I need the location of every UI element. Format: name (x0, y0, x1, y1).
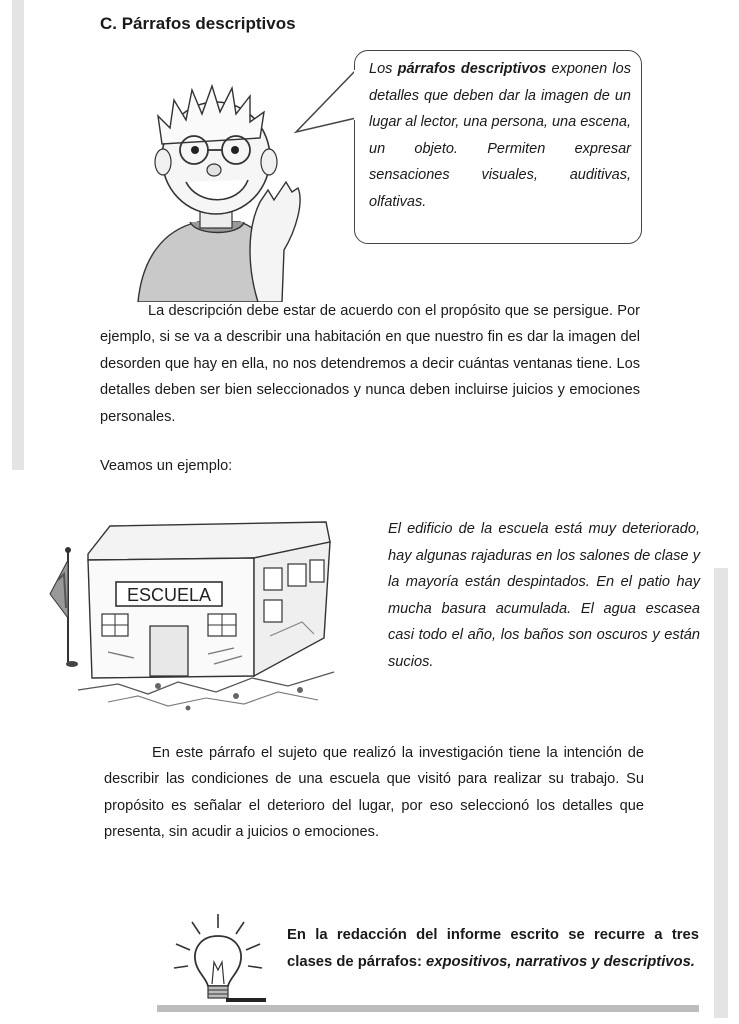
cartoon-presenter-illustration (128, 70, 308, 302)
tip-underline-bar (157, 1005, 699, 1012)
section-heading: C. Párrafos descriptivos (100, 14, 296, 33)
speech-bubble-text: Los párrafos descriptivos exponen los detalles que deben dar la imagen de un lugar al lector, una persona, una escena, un objeto. Permiten expresar sensaciones visuales, auditivas, olfativas. (369, 61, 631, 210)
right-margin-bar (714, 568, 728, 1018)
school-sign-text: ESCUELA (126, 585, 212, 605)
example-label: Veamos un ejemplo: (100, 458, 233, 474)
analysis-paragraph: En este párrafo el sujeto que realizó la investigación tiene la intención de describir las condiciones de una escuela que visitó para realizar su trabajo. Su propósito es señalar el deterioro del lugar, por eso seleccionó los detalles que presenta, sin acudir a juicios o emociones. (104, 745, 644, 841)
school-building-illustration (38, 514, 356, 720)
defined-term: párrafos descriptivos (397, 61, 547, 77)
intro-paragraph: La descripción debe estar de acuerdo con el propósito que se persigue. Por ejemplo, si se va a describir una habitación en que nuestro fin es dar la imagen del desorden que hay en ella, no nos detendremos a decir cuántas ventanas tiene. Los detalles deben ser bien seleccionados y nunca deben incluirse juicios y emociones personales. (100, 303, 640, 425)
left-margin-bar (12, 0, 24, 470)
lightbulb-icon (168, 912, 268, 1004)
tip-text: En la redacción del informe escrito se recurre a tres clases de párrafos: expositivos, narrativos y descriptivos. (287, 927, 699, 970)
speech-bubble-tail (294, 70, 358, 140)
paragraph-types: expositivos, narrativos y descriptivos. (426, 953, 695, 970)
example-description: El edificio de la escuela está muy deteriorado, hay algunas rajaduras en los salones de clase y la mayoría están despintados. En el patio hay mucha basura acumulada. El agua escasea casi todo el año, los baños son oscuros y están sucios. (388, 521, 700, 670)
